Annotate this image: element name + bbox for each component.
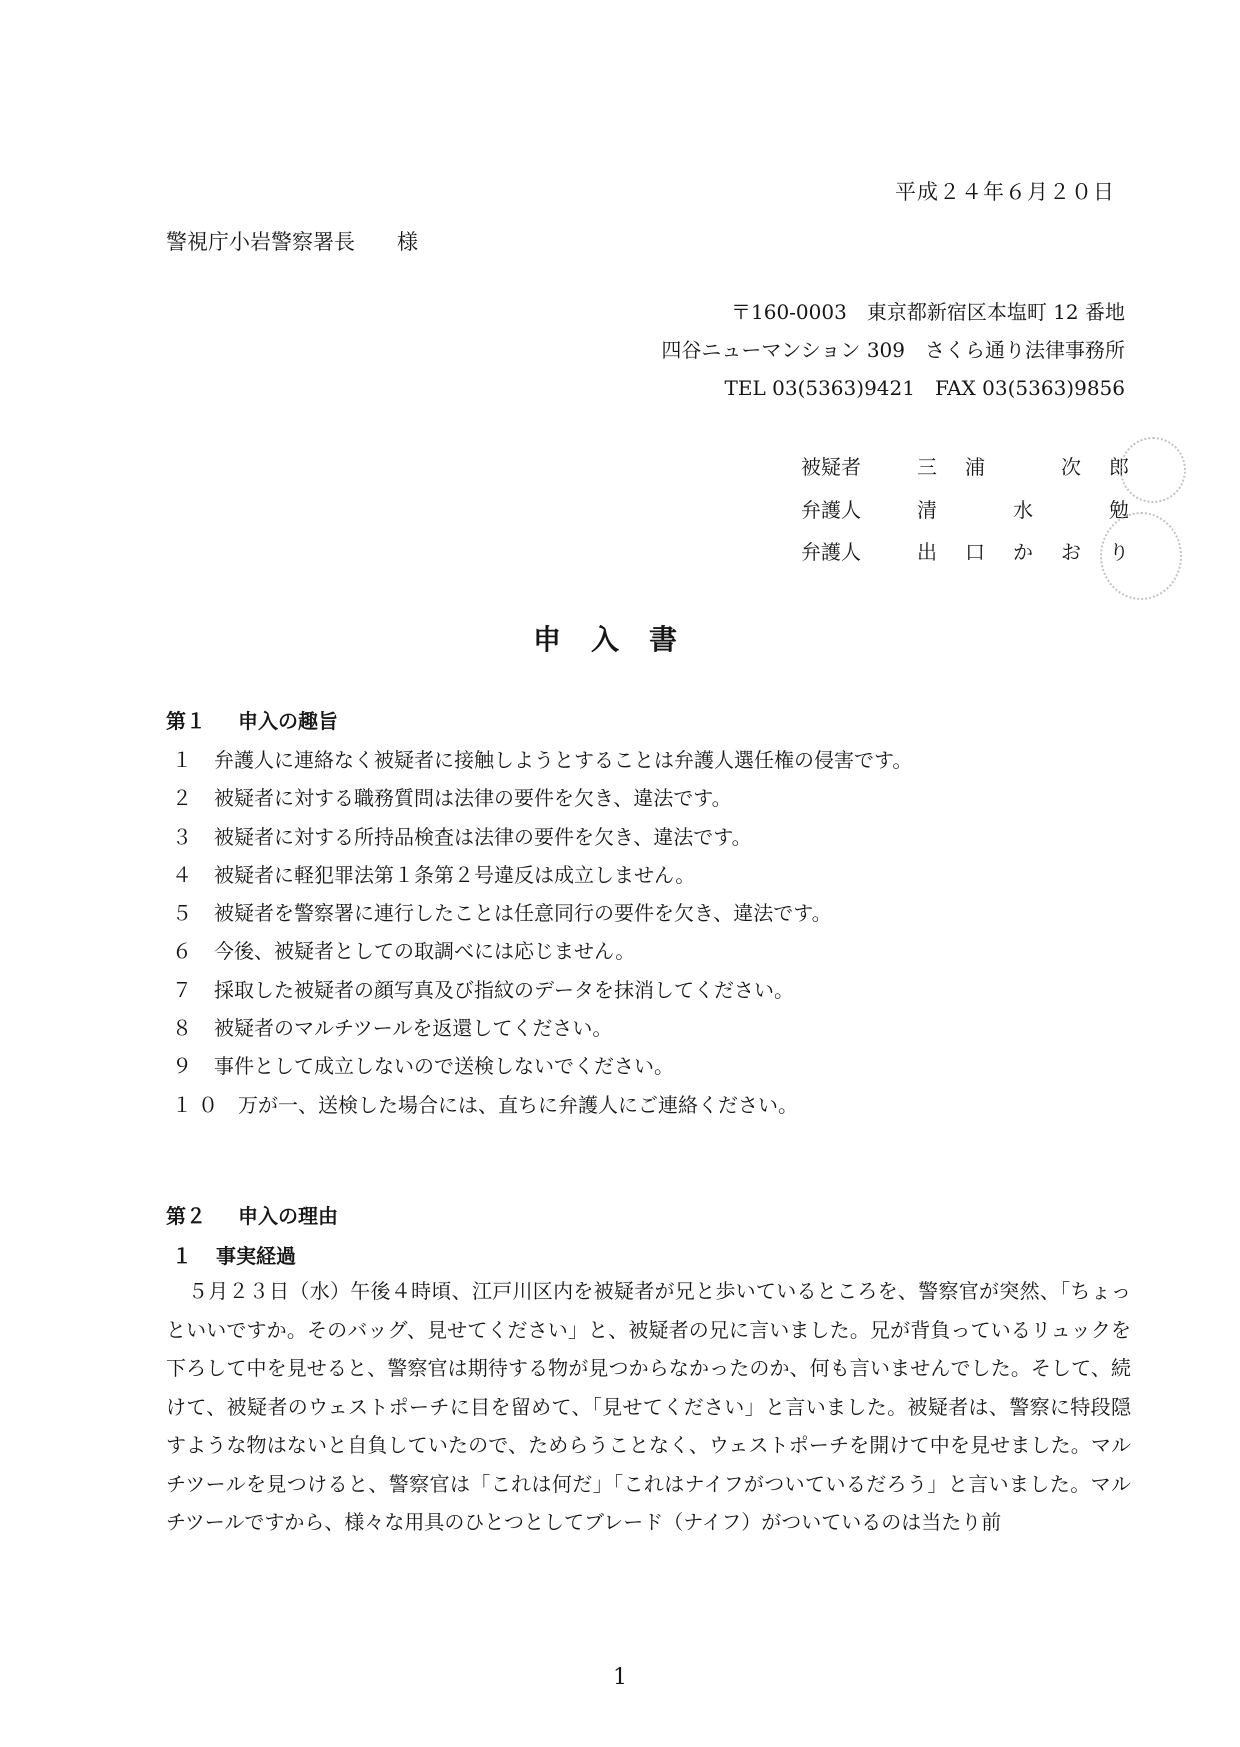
item-text: 被疑者に対する所持品検査は法律の要件を欠き、違法です。 — [214, 824, 752, 849]
list-item — [172, 741, 912, 779]
subsection-number: １ — [172, 1244, 192, 1268]
list-item — [172, 1047, 912, 1085]
list-item — [172, 1086, 912, 1124]
item-text: 採取した被疑者の顔写真及び指紋のデータを抹消してください。 — [214, 977, 794, 1002]
seal-stamp — [1100, 512, 1182, 600]
section-number: 第２ — [166, 1204, 206, 1228]
item-number: ４ — [172, 862, 192, 887]
addressee-name: 警視庁小岩警察署長 — [166, 230, 355, 254]
item-number: ２ — [172, 786, 192, 811]
item-text: 事件として成立しないので送検しないでください。 — [214, 1054, 674, 1079]
item-text: 被疑者のマルチツールを返還してください。 — [214, 1016, 613, 1041]
subsection-heading — [172, 1240, 296, 1269]
item-text: 万が一、送検した場合には、直ちに弁護人にご連絡ください。 — [238, 1092, 798, 1117]
item-number: ３ — [172, 824, 192, 849]
document-date: 平成２４年６月２０日 — [895, 180, 1115, 204]
list-item — [172, 818, 912, 856]
addressee — [166, 226, 418, 256]
item-number: １ — [172, 748, 192, 772]
item-number: ６ — [172, 939, 192, 964]
item-number: ９ — [172, 1054, 192, 1079]
paragraph-text: ５月２３日（水）午後４時頃、江戸川区内を被疑者が兄と歩いているところを、警察官が突然、「ちょっといいですか。そのバッグ、見せてください」と、被疑者の兄に言いました。兄が背負っているリュックを下ろして中を見せると、警察官は期待する物が見つからなかったのか、何も言いませんでした。そして、続けて、被疑者のウェストポーチに目を留めて、「見せてください」と言いました。被疑者は、警察に特段隠すような物はないと自負していたので、ためらうことなく、ウェストポーチを開けて中を見せました。マルチツールを見つけると、警察官は「これは何だ」「これはナイフがついているだろう」と言いました。マルチツールですから、様々な用具のひとつとしてブレード（ナイフ）がついているのは当たり前 — [166, 1279, 1131, 1534]
list-item — [172, 894, 912, 932]
facts-paragraph — [166, 1272, 1131, 1542]
item-number: ８ — [172, 1016, 192, 1041]
sender-address-line2: 四谷ニューマンション 309 さくら通り法律事務所 — [661, 338, 1125, 362]
sender-contact: TEL 03(5363)9421 FAX 03(5363)9856 — [724, 376, 1125, 400]
party-lawyer-1 — [801, 494, 1157, 523]
section-heading-purpose — [166, 705, 338, 734]
addressee-honorific: 様 — [397, 230, 418, 254]
list-item — [172, 1009, 912, 1047]
list-item — [172, 856, 912, 894]
item-number: １０ — [172, 1092, 224, 1117]
sender-address-line1: 〒160-0003 東京都新宿区本塩町 12 番地 — [731, 300, 1125, 324]
document-title: 申入書 — [532, 623, 707, 656]
item-text: 被疑者に軽犯罪法第１条第２号違反は成立しません。 — [214, 862, 696, 887]
party-role: 弁護人 — [801, 498, 861, 522]
section-title: 申入の趣旨 — [238, 709, 338, 733]
seal-stamp — [1120, 437, 1186, 503]
list-item — [172, 932, 912, 970]
party-name: 清 水 勉 — [917, 498, 1157, 522]
item-number: ５ — [172, 901, 192, 926]
party-role: 弁護人 — [801, 540, 861, 564]
section-heading-reasons — [166, 1200, 338, 1229]
item-number: ７ — [172, 977, 192, 1002]
item-text: 今後、被疑者としての取調べには応じません。 — [214, 939, 636, 964]
section-number: 第１ — [166, 709, 206, 733]
page-number: 1 — [613, 1665, 627, 1690]
party-role: 被疑者 — [801, 455, 861, 479]
party-name: 出口かおり — [917, 540, 1157, 564]
item-text: 弁護人に連絡なく被疑者に接触しようとすることは弁護人選任権の侵害です。 — [214, 748, 913, 772]
request-list — [172, 741, 912, 1124]
list-item — [172, 971, 912, 1009]
item-text: 被疑者を警察署に連行したことは任意同行の要件を欠き、違法です。 — [214, 901, 832, 926]
party-suspect — [801, 451, 1157, 480]
party-name: 三浦 次郎 — [917, 455, 1157, 479]
item-text: 被疑者に対する職務質問は法律の要件を欠き、違法です。 — [214, 786, 732, 811]
list-item — [172, 779, 912, 817]
section-title: 申入の理由 — [238, 1204, 338, 1228]
subsection-title: 事実経過 — [216, 1244, 296, 1268]
